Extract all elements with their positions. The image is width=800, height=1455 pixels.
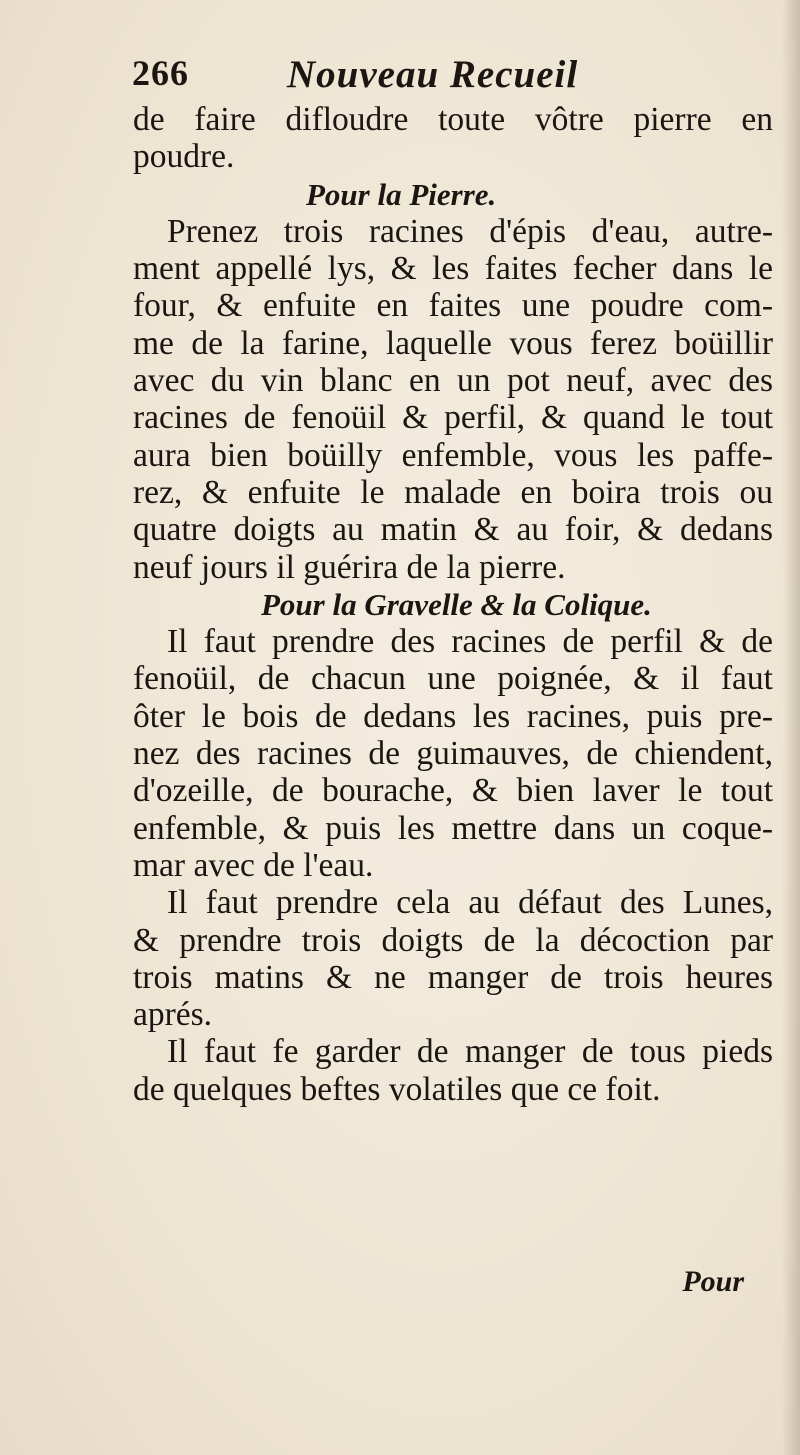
text-line: mar avec de l'eau.: [133, 846, 374, 884]
page-number: 266: [132, 53, 189, 93]
running-title: Nouveau Recueil: [287, 53, 579, 96]
page-header: [132, 52, 692, 102]
text-line: de faire difloudre toute vôtre pierre en: [133, 101, 773, 138]
text-line: Prenez trois racines d'épis d'eau, autre-: [167, 212, 773, 250]
text-line: fenoüil, de chacun une poignée, & il faut: [133, 660, 773, 698]
text-line: rez, & enfuite le malade en boira trois ou: [133, 473, 773, 511]
text-line: poudre.: [133, 138, 235, 176]
text-line: enfemble, & puis les mettre dans un coque-: [133, 809, 773, 847]
text-line: Il faut prendre des racines de perfil & de: [167, 623, 773, 661]
text-line: avec du vin blanc en un pot neuf, avec des: [133, 362, 773, 400]
text-line: Il faut prendre cela au défaut des Lunes,: [167, 884, 773, 922]
text-line: quatre doigts au matin & au foir, & dedans: [133, 511, 773, 549]
text-line: de quelques beftes volatiles que ce foit.: [133, 1070, 661, 1108]
text-line: & prendre trois doigts de la décoction par: [133, 921, 773, 959]
page-edge-shadow: [782, 0, 800, 1455]
text-line: aprés.: [133, 996, 213, 1034]
text-line: ment appellé lys, & les faites fecher dans le: [133, 250, 773, 288]
text-line: Il faut fe garder de manger de tous pieds: [167, 1033, 773, 1071]
section-heading-gravelle: Pour la Gravelle & la Colique.: [261, 586, 652, 622]
text-line: trois matins & ne manger de trois heures: [133, 958, 773, 996]
text-line: aura bien boüilly enfemble, vous les paffe-: [133, 436, 773, 474]
text-line: racines de fenoüil & perfil, & quand le tout: [133, 399, 773, 437]
body-text: [133, 101, 773, 1108]
text-line: me de la farine, laquelle vous ferez boüillir: [133, 324, 773, 362]
text-line: d'ozeille, de bourache, & bien laver le tout: [133, 772, 773, 810]
catchword: Pour: [682, 1265, 744, 1298]
text-line: nez des racines de guimauves, de chiendent,: [133, 735, 773, 773]
text-line: neuf jours il guérira de la pierre.: [133, 548, 566, 586]
text-line: four, & enfuite en faites une poudre com-: [133, 287, 773, 325]
section-heading-pierre: Pour la Pierre.: [306, 176, 497, 212]
text-line: ôter le bois de dedans les racines, puis pre-: [133, 697, 773, 735]
